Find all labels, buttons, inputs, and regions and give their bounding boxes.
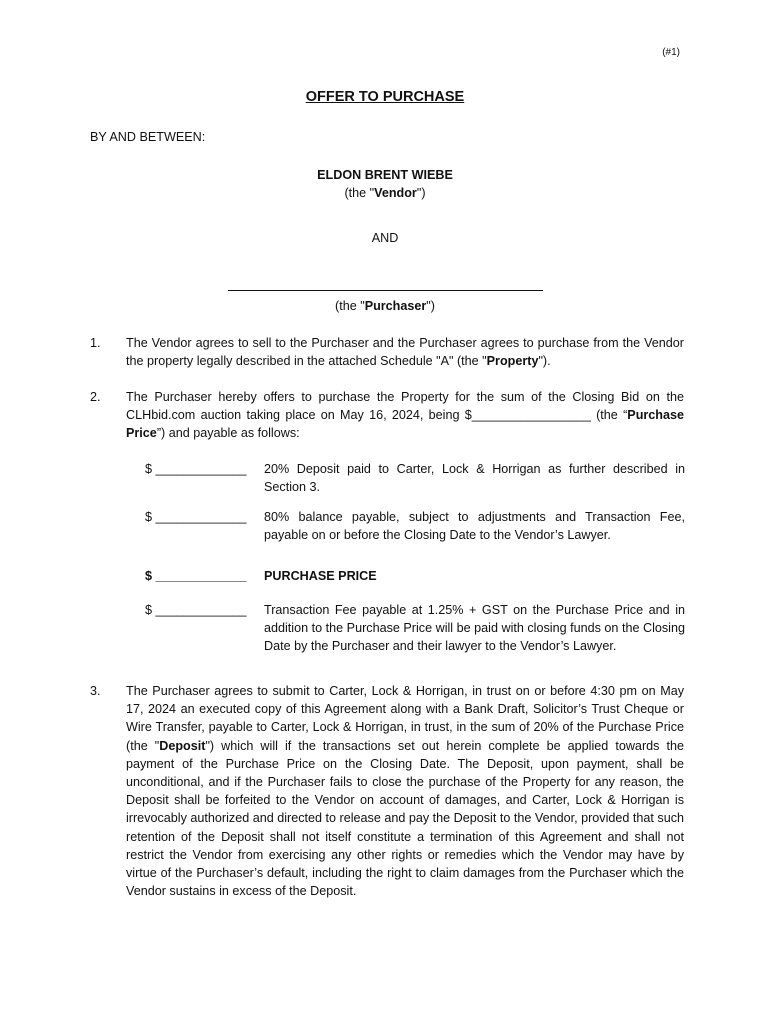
purchase-price-label: PURCHASE PRICE (264, 569, 377, 583)
transaction-fee-description: Transaction Fee payable at 1.25% + GST on the Purchase Price and in addition to the Purchase Price will be paid with closing funds on the Closing Date by the Purchaser and their lawyer to the Vendor’s Lawyer. (264, 603, 685, 654)
and-connector: AND (371, 231, 399, 245)
deposit-amount-blank: $ _____________ (145, 462, 247, 476)
section-1-number: 1. (90, 336, 101, 350)
vendor-role: (the "Vendor") (344, 186, 426, 200)
purchaser-signature-line (228, 290, 543, 291)
deposit-description: 20% Deposit paid to Carter, Lock & Horrigan as further described in Section 3. (264, 462, 685, 495)
purchaser-role: (the "Purchaser") (335, 299, 435, 313)
balance-description: 80% balance payable, subject to adjustments and Transaction Fee, payable on or before the Closing Date to the Vendor’s Lawyer. (264, 510, 685, 543)
purchase-price-amount-blank: $ _____________ (145, 569, 247, 583)
between-heading: BY AND BETWEEN: (90, 130, 206, 144)
transaction-fee-amount-blank: $ _____________ (145, 603, 247, 617)
section-1-text: The Vendor agrees to sell to the Purchaser and the Purchaser agrees to purchase from the Vendor the property legally described in the attached Schedule "A" (the "Property"). (126, 336, 684, 369)
page-number: (#1) (662, 47, 680, 58)
section-2-number: 2. (90, 390, 101, 404)
section-3-text: The Purchaser agrees to submit to Carter, Lock & Horrigan, in trust on or before 4:30 pm on May 17, 2024 an executed copy of this Agreement along with a Bank Draft, Solicitor’s Trust Cheque or Wire Transfer, payable to Carter, Lock & Horrigan, in trust, in the sum of 20% of the Purchase Price (the "Deposit") which will if the transactions set out herein complete be applied towards the payment of the Purchase Price on the Closing Date. The Deposit, upon payment, shall be unconditional, and if the Purchaser fails to close the purchase of the Property for any reason, the Deposit shall be forfeited to the Vendor on account of damages, and Carter, Lock & Horrigan is irrevocably authorized and directed to release and pay the Deposit to the Vendor, provided that such retention of the Deposit shall not itself constitute a termination of this Agreement and shall not restrict the Vendor from exercising any other rights or remedies which the Vendor may have by virtue of the Purchaser’s default, including the right to claim damages from the Purchaser which the Vendor sustains in excess of the Deposit. (126, 684, 685, 899)
section-3-number: 3. (90, 684, 101, 698)
document-title: OFFER TO PURCHASE (305, 89, 465, 105)
vendor-name: ELDON BRENT WIEBE (317, 168, 453, 182)
section-2-text: The Purchaser hereby offers to purchase the Property for the sum of the Closing Bid on the CLHbid.com auction taking place on May 16, 2024, being $_________________ (the “Purchase Price”) and payable as follows: (126, 390, 684, 441)
balance-amount-blank: $ _____________ (145, 510, 247, 524)
